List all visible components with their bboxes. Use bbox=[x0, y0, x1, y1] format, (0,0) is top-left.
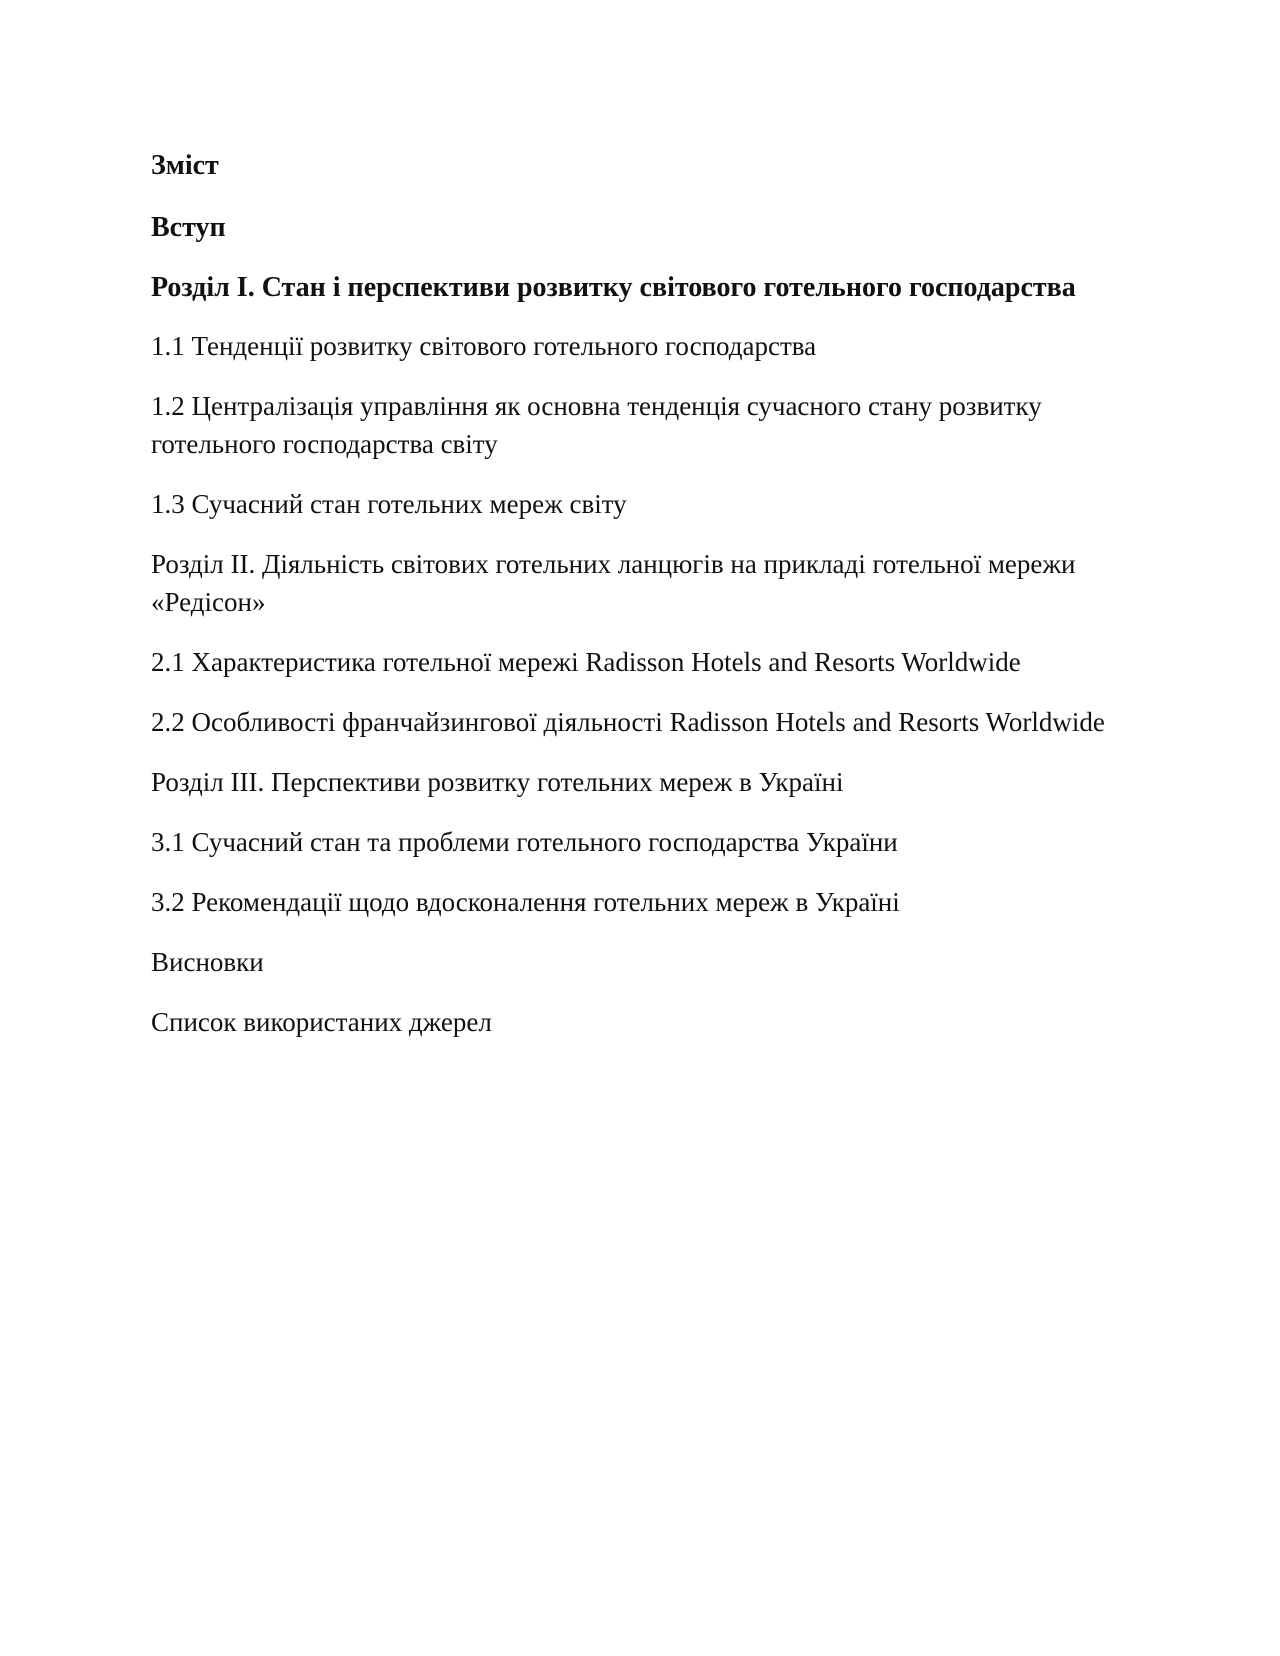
toc-section-1: Розділ І. Стан і перспективи розвитку світового готельного господарства bbox=[151, 272, 1076, 303]
table-of-contents bbox=[151, 145, 1136, 1063]
toc-item-1-2: 1.2 Централізація управління як основна тенденція сучасного стану розвитку готельного господарства світу bbox=[151, 391, 1042, 459]
toc-item-3-1: 3.1 Сучасний стан та проблеми готельного господарства України bbox=[151, 827, 898, 857]
toc-heading: Зміст bbox=[151, 150, 219, 181]
toc-item-sources: Список використаних джерел bbox=[151, 1007, 492, 1037]
toc-section-2: Розділ ІІ. Діяльність світових готельних ланцюгів на прикладі готельної мережи «Редісон» bbox=[151, 549, 1076, 617]
toc-section-3: Розділ ІІІ. Перспективи розвитку готельних мереж в Україні bbox=[151, 767, 844, 797]
toc-item-2-2: 2.2 Особливості франчайзингової діяльності Radisson Hotels and Resorts Worldwide bbox=[151, 707, 1105, 737]
toc-item-2-1: 2.1 Характеристика готельної мережі Radisson Hotels and Resorts Worldwide bbox=[151, 647, 1021, 677]
toc-item-1-3: 1.3 Сучасний стан готельних мереж світу bbox=[151, 489, 627, 519]
toc-item-conclusions: Висновки bbox=[151, 947, 264, 977]
toc-item-intro: Вступ bbox=[151, 212, 226, 243]
toc-item-1-1: 1.1 Тенденції розвитку світового готельного господарства bbox=[151, 331, 817, 361]
toc-item-3-2: 3.2 Рекомендації щодо вдосконалення готельних мереж в Україні bbox=[151, 887, 900, 917]
